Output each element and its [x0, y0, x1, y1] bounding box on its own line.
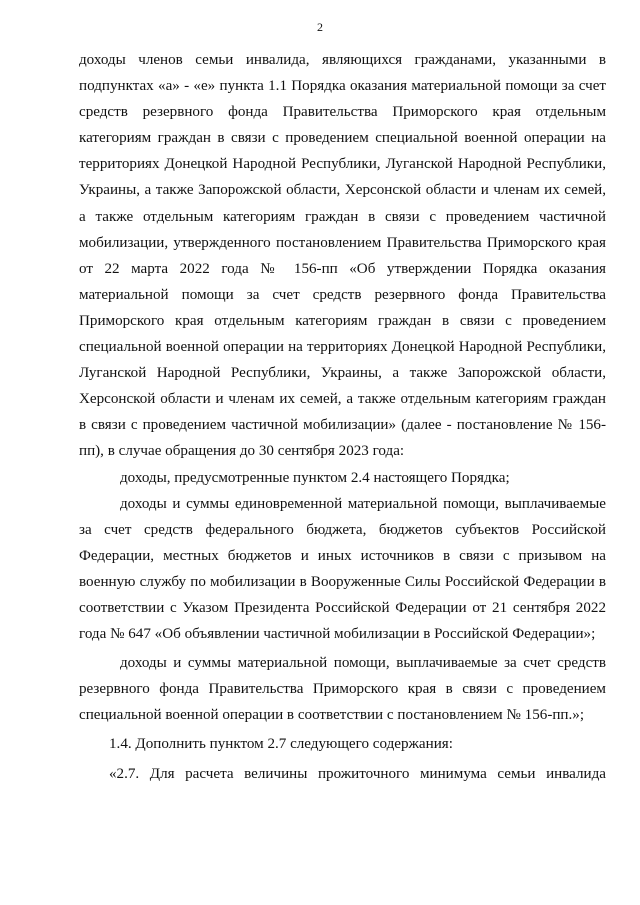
- paragraph-income-mobilization-aid: доходы и суммы единовременной материальной помощи, выплачиваемые за счет средств федерального бюджета, бюджетов субъектов Российской Федерации, местных бюджетов и иных источников в связи с призывом на военную службу по мобилизации в Вооруженные Силы Российской Федерации в соответствии с Указом Президента Российской Федерации от 21 сентября 2022 года № 647 «Об объявлении частичной мобилизации в Российской Федерации»;: [79, 495, 606, 643]
- paragraph-income-family-members: доходы членов семьи инвалида, являющихся гражданами, указанными в подпунктах «а» - «е» пункта 1.1 Порядка оказания материальной помощи за счет средств резервного фонда Правительства Приморского края отдельным категориям граждан в связи с проведением специальной военной операции на территориях Донецкой Народной Республики, Луганской Народной Республики, Украины, а также Запорожской области, Херсонской области и членам их семей, а также отдельным категориям граждан в связи с проведением частичной мобилизации, утвержденного постановлением Правительства Приморского края от 22 марта 2022 года № 156-пп «Об утверждении Порядка оказания материальной помощи за счет средств резервного фонда Правительства Приморского края отдельным категориям граждан в связи с проведением специальной военной операции на территориях Донецкой Народной Республики, Луганской Народной Республики, Украины, а также Запорожской области, Херсонской области и членам их семей, а также отдельным категориям граждан в связи с проведением частичной мобилизации» (далее - постановление № 156-пп), в случае обращения до 30 сентября 2023 года:: [79, 52, 606, 460]
- paragraph-amendment-1-4: 1.4. Дополнить пунктом 2.7 следующего содержания:: [109, 736, 453, 753]
- paragraph-item-2-7: «2.7. Для расчета величины прожиточного минимума семьи инвалида: [109, 765, 606, 782]
- document-body: [79, 47, 606, 787]
- page-number: 2: [317, 20, 323, 34]
- paragraph-income-reserve-fund: доходы и суммы материальной помощи, выплачиваемые за счет средств резервного фонда Правительства Приморского края в связи с проведением специальной военной операции в соответствии с постановлением № 156-пп.»;: [79, 655, 606, 724]
- paragraph-income-item-2-4: доходы, предусмотренные пунктом 2.4 настоящего Порядка;: [120, 469, 510, 486]
